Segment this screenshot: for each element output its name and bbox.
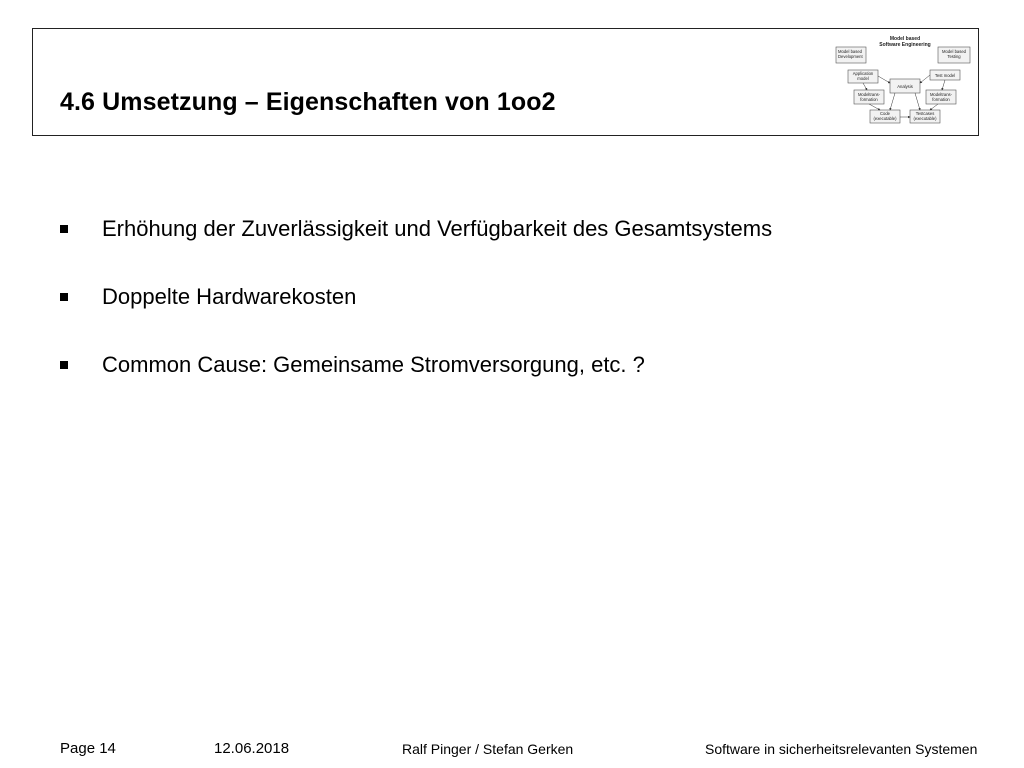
- modeltransformation-left-line1: Modeltrans-: [857, 92, 881, 97]
- test-model-label: Test model: [934, 73, 956, 78]
- application-model-line1: Application: [852, 71, 874, 76]
- mbt-label-line1: Model based: [942, 49, 966, 54]
- application-model-line2: model: [857, 76, 869, 81]
- mbse-diagram: [832, 32, 978, 136]
- mbt-label-line2: Testing: [947, 54, 961, 59]
- mbd-label-line1: Model based: [838, 49, 862, 54]
- analysis-label: Analysis: [897, 84, 913, 89]
- modeltransformation-left-line2: formation: [860, 97, 878, 102]
- testcases-line1: Testcases: [915, 111, 935, 116]
- mbd-label-line2: Development: [838, 54, 863, 59]
- footer-page-number: Page 14: [60, 740, 116, 757]
- code-line2: (executable): [873, 116, 897, 121]
- slide-title: 4.6 Umsetzung – Eigenschaften von 1oo2: [60, 88, 556, 116]
- footer-date: 12.06.2018: [214, 740, 290, 757]
- bullet-text: Common Cause: Gemeinsame Stromversorgung, etc. ?: [102, 352, 645, 377]
- bullet-text: Erhöhung der Zuverlässigkeit und Verfügbarkeit des Gesamtsystems: [102, 216, 773, 241]
- modeltransformation-right-line2: formation: [932, 97, 950, 102]
- diagram-title-line1: Model based: [889, 36, 921, 42]
- modeltransformation-right-line1: Modeltrans-: [929, 92, 953, 97]
- bullet-square-icon: [60, 225, 68, 233]
- bullet-square-icon: [60, 293, 68, 301]
- code-line1: Code: [879, 111, 891, 116]
- footer-authors: Ralf Pinger / Stefan Gerken: [402, 741, 574, 757]
- bullet-text: Doppelte Hardwarekosten: [102, 284, 357, 309]
- diagram-title-line2: Software Engineering: [879, 42, 931, 48]
- footer-course-title: Software in sicherheitsrelevanten Systemen: [705, 741, 978, 757]
- testcases-line2: (executable): [913, 116, 937, 121]
- bullet-square-icon: [60, 361, 68, 369]
